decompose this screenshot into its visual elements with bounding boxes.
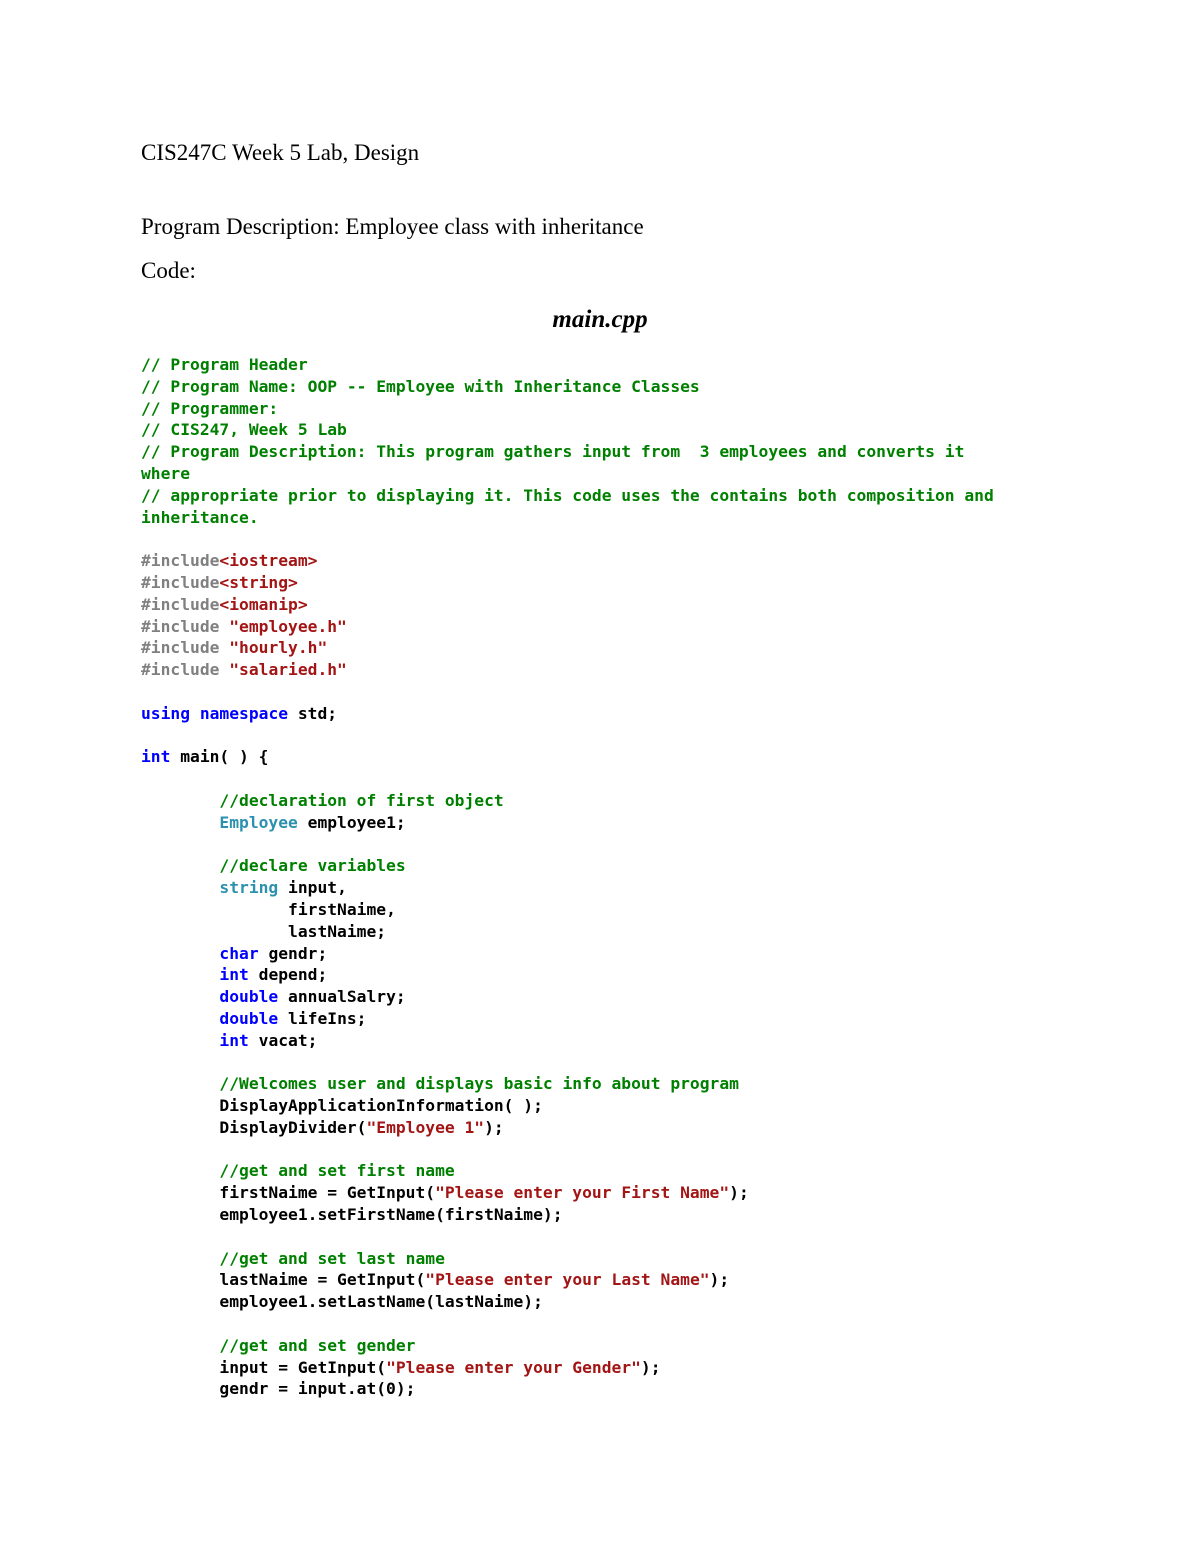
type-string: string (219, 878, 279, 898)
keyword-int: int (219, 1030, 249, 1050)
indent (141, 1096, 219, 1115)
include-line (141, 659, 1141, 681)
code-comment: //declare variables (219, 856, 406, 876)
using-rest: std; (288, 703, 338, 723)
indent (141, 856, 219, 875)
preprocessor-directive: #include (141, 551, 220, 571)
call-close: ); (640, 1357, 661, 1377)
blank-line (141, 681, 1141, 703)
code-comment: //get and set last name (219, 1248, 445, 1268)
code-line (141, 1008, 1141, 1030)
indent (141, 1249, 219, 1268)
keyword-double: double (219, 987, 279, 1007)
blank-line (141, 1313, 1141, 1335)
code-line (141, 1204, 1141, 1226)
code-line (141, 964, 1141, 986)
code-line (141, 899, 1141, 921)
indent (141, 1009, 219, 1028)
string-literal: "Please enter your Last Name" (425, 1270, 710, 1290)
gender-at-assign: gendr = input.at(0); (219, 1379, 416, 1399)
code-line (141, 1030, 1141, 1052)
code-line (141, 1335, 1141, 1357)
code-line (141, 986, 1141, 1008)
employee-var: employee1; (297, 812, 406, 832)
code-line (141, 877, 1141, 899)
include-line (141, 594, 1141, 616)
code-line (141, 1160, 1141, 1182)
keyword-double: double (219, 1008, 279, 1028)
keyword-int: int (141, 747, 171, 767)
indent (141, 1270, 219, 1289)
keyword-namespace: namespace (199, 703, 289, 723)
code-label: Code: (141, 258, 196, 283)
include-file: "hourly.h" (229, 638, 328, 658)
file-name-heading: main.cpp (552, 306, 648, 333)
main-signature (141, 746, 1141, 768)
preprocessor-directive: #include (141, 594, 220, 614)
main-rest: main( ) { (170, 747, 269, 767)
indent (141, 813, 219, 832)
code-comment: // Programmer: (141, 398, 279, 418)
code-line (141, 812, 1141, 834)
indent (141, 1336, 219, 1355)
blank-line (141, 725, 1141, 747)
string-input-var: input, (278, 878, 347, 898)
type-employee: Employee (219, 812, 298, 832)
keyword-char: char (219, 943, 259, 963)
code-comment: // Program Header (141, 355, 308, 374)
first-name-assign: firstNaime = GetInput( (219, 1183, 436, 1203)
include-file: <iostream> (219, 551, 318, 571)
include-line (141, 550, 1141, 572)
code-comment: // CIS247, Week 5 Lab (141, 420, 347, 440)
vacat-var: vacat; (248, 1030, 318, 1050)
indent (141, 1205, 219, 1224)
set-first-name-call: employee1.setFirstName(firstNaime); (219, 1205, 563, 1225)
code-line (141, 1269, 1141, 1291)
string-literal: "Employee 1" (366, 1117, 485, 1137)
indent (141, 1118, 219, 1137)
code-line (141, 1095, 1141, 1117)
include-line (141, 637, 1141, 659)
indent (141, 1358, 219, 1377)
code-comment: //get and set first name (219, 1161, 455, 1181)
code-block (141, 354, 1141, 1400)
code-comment: //get and set gender (219, 1335, 416, 1355)
code-line (141, 1291, 1141, 1313)
indent (141, 878, 219, 897)
code-line (141, 921, 1141, 943)
keyword-using: using (141, 703, 191, 723)
blank-line (141, 1139, 1141, 1161)
indent (141, 922, 288, 941)
indent (141, 1074, 219, 1093)
code-line (141, 1357, 1141, 1379)
code-comment: //declaration of first object (219, 790, 504, 810)
code-comment: where (141, 463, 191, 483)
preprocessor-directive: #include (141, 638, 230, 658)
last-name-assign: lastNaime = GetInput( (219, 1270, 426, 1290)
blank-line (141, 528, 1141, 550)
set-last-name-call: employee1.setLastName(lastNaime); (219, 1292, 543, 1312)
display-divider-call: DisplayDivider( (219, 1117, 367, 1137)
code-comment: // Program Name: OOP -- Employee with Inheritance Classes (141, 376, 700, 396)
code-line (141, 943, 1141, 965)
indent (141, 1161, 219, 1180)
gender-input-assign: input = GetInput( (219, 1357, 387, 1377)
indent (141, 1379, 219, 1398)
indent (141, 791, 219, 810)
preprocessor-directive: #include (141, 572, 220, 592)
code-comment: // Program Description: This program gathers input from 3 employees and converts it (141, 442, 965, 462)
call-close: ); (729, 1183, 749, 1203)
indent (141, 965, 219, 984)
keyword-int: int (219, 965, 249, 985)
code-line (141, 1073, 1141, 1095)
preprocessor-directive: #include (141, 660, 230, 680)
code-line (141, 1248, 1141, 1270)
code-line (141, 1182, 1141, 1204)
indent (141, 1031, 219, 1050)
salary-var: annualSalry; (278, 987, 406, 1007)
code-line (141, 1117, 1141, 1139)
blank-line (141, 1226, 1141, 1248)
code-comment: inheritance. (141, 507, 259, 527)
preprocessor-directive: #include (141, 616, 230, 636)
blank-line (141, 834, 1141, 856)
code-line (141, 1378, 1141, 1400)
string-literal: "Please enter your Gender" (386, 1357, 641, 1377)
include-file: "employee.h" (229, 616, 347, 636)
life-ins-var: lifeIns; (278, 1008, 367, 1028)
last-name-var: lastNaime; (288, 921, 387, 941)
code-comment: // appropriate prior to displaying it. This code uses the contains both composition and (141, 485, 994, 505)
program-description: Program Description: Employee class with inheritance (141, 214, 644, 239)
indent (141, 900, 288, 919)
indent (141, 987, 219, 1006)
call-close: ); (484, 1117, 504, 1137)
blank-line (141, 768, 1141, 790)
include-file: "salaried.h" (229, 660, 347, 680)
display-app-info-call: DisplayApplicationInformation( ); (219, 1096, 543, 1116)
code-line (141, 855, 1141, 877)
include-file: <iomanip> (219, 594, 308, 614)
include-line (141, 616, 1141, 638)
include-line (141, 572, 1141, 594)
blank-line (141, 1052, 1141, 1074)
indent (141, 1183, 219, 1202)
code-comment: //Welcomes user and displays basic info about program (219, 1074, 739, 1094)
using-line (141, 703, 1141, 725)
include-file: <string> (219, 572, 298, 592)
gender-var: gendr; (258, 943, 328, 963)
first-name-var: firstNaime, (288, 899, 396, 919)
code-line (141, 790, 1141, 812)
depend-var: depend; (248, 965, 328, 985)
string-literal: "Please enter your First Name" (435, 1183, 730, 1203)
indent (141, 944, 219, 963)
indent (141, 1292, 219, 1311)
doc-title: CIS247C Week 5 Lab, Design (141, 140, 420, 165)
call-close: ); (709, 1270, 730, 1290)
